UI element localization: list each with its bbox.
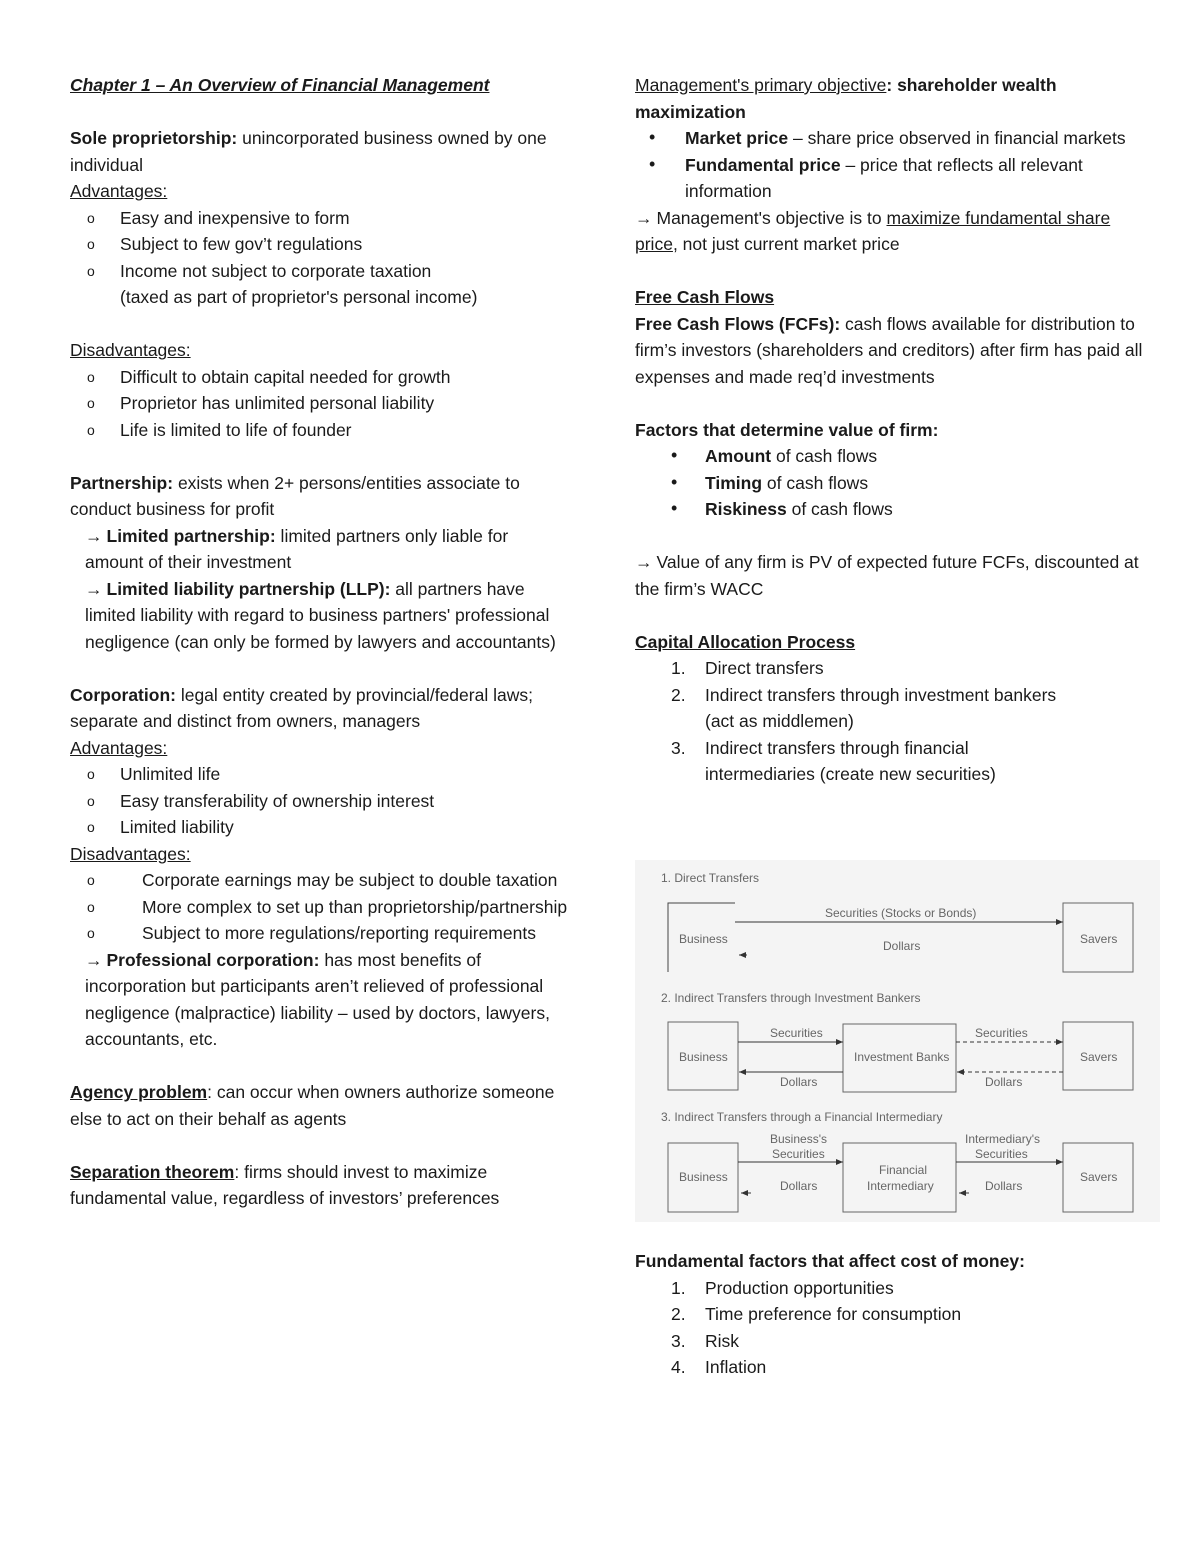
term: Free Cash Flows (FCFs):: [635, 313, 841, 334]
list-item: [70, 258, 570, 285]
factors-heading: Factors that determine value of firm:: [635, 419, 939, 440]
circle-bullet-icon: o: [87, 395, 95, 411]
dollars-label: Dollars: [780, 1179, 818, 1193]
definition: legal entity created by provincial/federal laws; separate and distinct from owners, managers: [70, 684, 533, 731]
capital-allocation-diagram: [635, 860, 1160, 1222]
right-column: [635, 72, 1145, 788]
list-item: [635, 1301, 1145, 1328]
term: Limited partnership:: [106, 525, 276, 546]
arrow-icon: →: [85, 525, 103, 546]
corporation-definition: [70, 682, 570, 735]
item-text: Inflation: [705, 1357, 767, 1377]
business-label: Business: [679, 932, 728, 946]
list-item: [635, 152, 1145, 205]
label: Management's primary objective: [635, 75, 887, 95]
number: 3.: [671, 1330, 686, 1351]
financial-label: Financial: [879, 1163, 928, 1177]
investment-banks-label: Investment Banks: [854, 1050, 950, 1064]
number: 1.: [671, 1277, 686, 1298]
list-item: [635, 682, 1145, 709]
arrow-icon: →: [635, 552, 653, 572]
definition: – price that reflects all relevant information: [685, 154, 1083, 201]
number: 2.: [671, 684, 686, 705]
advantages-label: Advantages:: [70, 737, 168, 758]
item-text: Indirect transfers through financial: [705, 737, 969, 758]
definition: of cash flows: [786, 499, 893, 519]
circle-bullet-icon: o: [87, 236, 95, 252]
arrow-icon: →: [635, 207, 653, 228]
term: Sole proprietorship:: [70, 128, 238, 148]
business-label: Business: [679, 1050, 728, 1064]
advantages-label: Advantages:: [70, 181, 168, 201]
list-item: [70, 814, 570, 841]
list-item: [70, 761, 570, 788]
llp-definition: [70, 576, 570, 656]
list-item: [70, 205, 570, 232]
item-text: Easy and inexpensive to form: [120, 207, 350, 228]
number: 4.: [671, 1357, 686, 1377]
dollars-label: Dollars: [985, 1179, 1023, 1193]
number: 2.: [671, 1304, 686, 1324]
term: Market price: [685, 128, 789, 148]
term: Fundamental price: [685, 154, 841, 175]
list-item: [70, 867, 570, 894]
limited-partnership: [70, 523, 570, 576]
objective-note: [635, 205, 1145, 258]
disadvantages-label: Disadvantages:: [70, 843, 191, 864]
list-item: [635, 1275, 1145, 1302]
definition: all partners have limited liability with regard to business partners' professional negligence (can only be formed by lawyers and accountants): [85, 578, 556, 652]
bullet-icon: •: [649, 153, 656, 174]
circle-bullet-icon: o: [87, 872, 95, 888]
circle-bullet-icon: o: [87, 898, 95, 915]
dollars-label: Dollars: [780, 1075, 818, 1089]
primary-objective: [635, 72, 1145, 125]
circle-bullet-icon: o: [87, 262, 95, 279]
list-item: [635, 1328, 1145, 1355]
text: , not just current market price: [672, 234, 900, 254]
list-item: [635, 1354, 1145, 1381]
number: 3.: [671, 737, 686, 758]
dollars-label: Dollars: [883, 939, 921, 953]
definition: exists when 2+ persons/entities associate to conduct business for profit: [70, 472, 520, 519]
business-securities-label: Securities: [772, 1147, 825, 1161]
bullet-icon: •: [671, 445, 678, 465]
list-item: [70, 390, 570, 417]
number: 1.: [671, 658, 686, 678]
term: Agency problem: [70, 1082, 208, 1102]
cost-of-money-section: [635, 1248, 1145, 1381]
circle-bullet-icon: o: [87, 209, 95, 226]
securities-label: Securities (Stocks or Bonds): [825, 906, 977, 920]
item-text: Subject to few gov’t regulations: [120, 234, 363, 254]
intermediary-label: Intermediary: [867, 1179, 934, 1193]
sole-proprietorship-definition: [70, 125, 570, 178]
bullet-icon: •: [671, 471, 678, 492]
panel-2-title: 2. Indirect Transfers through Investment Bankers: [661, 991, 921, 1005]
securities-label: Securities: [770, 1026, 823, 1040]
list-item: [635, 125, 1145, 152]
bullet-icon: •: [671, 498, 678, 518]
panel-1-title: 1. Direct Transfers: [661, 871, 760, 885]
item-text: Production opportunities: [705, 1277, 894, 1298]
list-item: [635, 496, 1145, 523]
savers-label: Savers: [1080, 1170, 1118, 1184]
separation-theorem: [70, 1159, 570, 1212]
chapter-title: Chapter 1 – An Overview of Financial Management: [70, 75, 490, 95]
item-text: Income not subject to corporate taxation: [120, 260, 432, 281]
partnership-definition: [70, 470, 570, 523]
term: Separation theorem: [70, 1161, 235, 1182]
intermediary-securities-label: Intermediary's: [965, 1132, 1040, 1146]
panel-3-title: 3. Indirect Transfers through a Financial Intermediary: [661, 1110, 943, 1124]
circle-bullet-icon: o: [87, 421, 95, 438]
item-text: Proprietor has unlimited personal liability: [120, 393, 435, 413]
definition: cash flows available for distribution to firm’s investors (shareholders and creditors) after firm has paid all expenses and made req’d investments: [635, 313, 1143, 387]
item-text: Life is limited to life of founder: [120, 419, 352, 440]
item-text: More complex to set up than proprietorship/partnership: [142, 896, 568, 917]
definition: : firms should invest to maximize fundamental value, regardless of investors’ preferences: [70, 1161, 500, 1208]
value: : shareholder wealth maximization: [635, 75, 1057, 122]
term: Professional corporation:: [106, 949, 320, 970]
definition: of cash flows: [771, 446, 878, 466]
item-text: Difficult to obtain capital needed for growth: [120, 366, 451, 387]
underlined-text: maximize fundamental share price: [635, 207, 1111, 254]
dollars-label: Dollars: [985, 1075, 1023, 1089]
list-item-continuation: intermediaries (create new securities): [705, 764, 996, 784]
list-item-continuation: (taxed as part of proprietor's personal income): [120, 287, 478, 307]
financial-intermediary-box: [843, 1143, 956, 1212]
diagram-svg: [635, 860, 1160, 1222]
arrow-icon: →: [85, 578, 103, 599]
item-text: Easy transferability of ownership interest: [120, 790, 435, 811]
list-item: [70, 894, 570, 921]
item-text: Risk: [705, 1330, 740, 1351]
agency-problem: [70, 1079, 570, 1132]
business-label: Business: [679, 1170, 728, 1184]
list-item: [70, 920, 570, 947]
business-securities-label: Business's: [770, 1132, 827, 1146]
securities-label: Securities: [975, 1026, 1028, 1040]
item-text: Corporate earnings may be subject to double taxation: [142, 870, 558, 890]
item-text: Indirect transfers through investment bankers: [705, 684, 1057, 705]
disadvantages-label: Disadvantages:: [70, 340, 191, 360]
definition: : can occur when owners authorize someone else to act on their behalf as agents: [70, 1082, 555, 1129]
term: Timing: [705, 472, 763, 493]
definition: has most benefits of incorporation but participants aren’t relieved of professional negligence (malpractice) liability – used by doctors, lawyers, accountants, etc.: [85, 949, 550, 1049]
fcf-heading: Free Cash Flows: [635, 287, 775, 307]
item-text: Time preference for consumption: [705, 1304, 962, 1324]
definition: – share price observed in financial markets: [788, 128, 1126, 148]
fcf-definition: [635, 311, 1145, 391]
circle-bullet-icon: o: [87, 792, 95, 809]
definition: of cash flows: [762, 472, 869, 493]
term: Partnership:: [70, 472, 174, 493]
term: Limited liability partnership (LLP):: [106, 578, 391, 599]
left-column: [70, 72, 570, 1212]
item-text: Direct transfers: [705, 658, 824, 678]
intermediary-securities-label: Securities: [975, 1147, 1028, 1161]
circle-bullet-icon: o: [87, 819, 95, 835]
definition: unincorporated business owned by one individual: [70, 128, 547, 175]
list-item: [635, 735, 1145, 762]
circle-bullet-icon: o: [87, 766, 95, 782]
circle-bullet-icon: o: [87, 925, 95, 941]
savers-label: Savers: [1080, 932, 1118, 946]
professional-corporation: [70, 947, 570, 1053]
list-item: [70, 231, 570, 258]
text: Management's objective is to: [656, 207, 887, 228]
definition: limited partners only liable for amount of their investment: [85, 525, 509, 572]
circle-bullet-icon: o: [87, 368, 95, 385]
bullet-icon: •: [649, 127, 656, 147]
firm-value-note: [635, 549, 1145, 602]
list-item: [635, 470, 1145, 497]
savers-label: Savers: [1080, 1050, 1118, 1064]
term: Corporation:: [70, 684, 176, 705]
arrow-icon: →: [85, 949, 103, 970]
item-text: Limited liability: [120, 817, 234, 837]
list-item: [70, 788, 570, 815]
capital-allocation-heading: Capital Allocation Process: [635, 631, 856, 652]
item-text: Subject to more regulations/reporting requirements: [142, 923, 536, 943]
text: Value of any firm is PV of expected future FCFs, discounted at the firm’s WACC: [635, 552, 1139, 599]
list-item: [635, 655, 1145, 682]
item-text: Unlimited life: [120, 764, 221, 784]
cost-of-money-heading: Fundamental factors that affect cost of money:: [635, 1251, 1025, 1271]
term: Riskiness: [705, 499, 787, 519]
list-item: [635, 443, 1145, 470]
list-item: [70, 417, 570, 444]
list-item: [70, 364, 570, 391]
list-item-continuation: (act as middlemen): [705, 711, 854, 731]
term: Amount: [705, 446, 772, 466]
